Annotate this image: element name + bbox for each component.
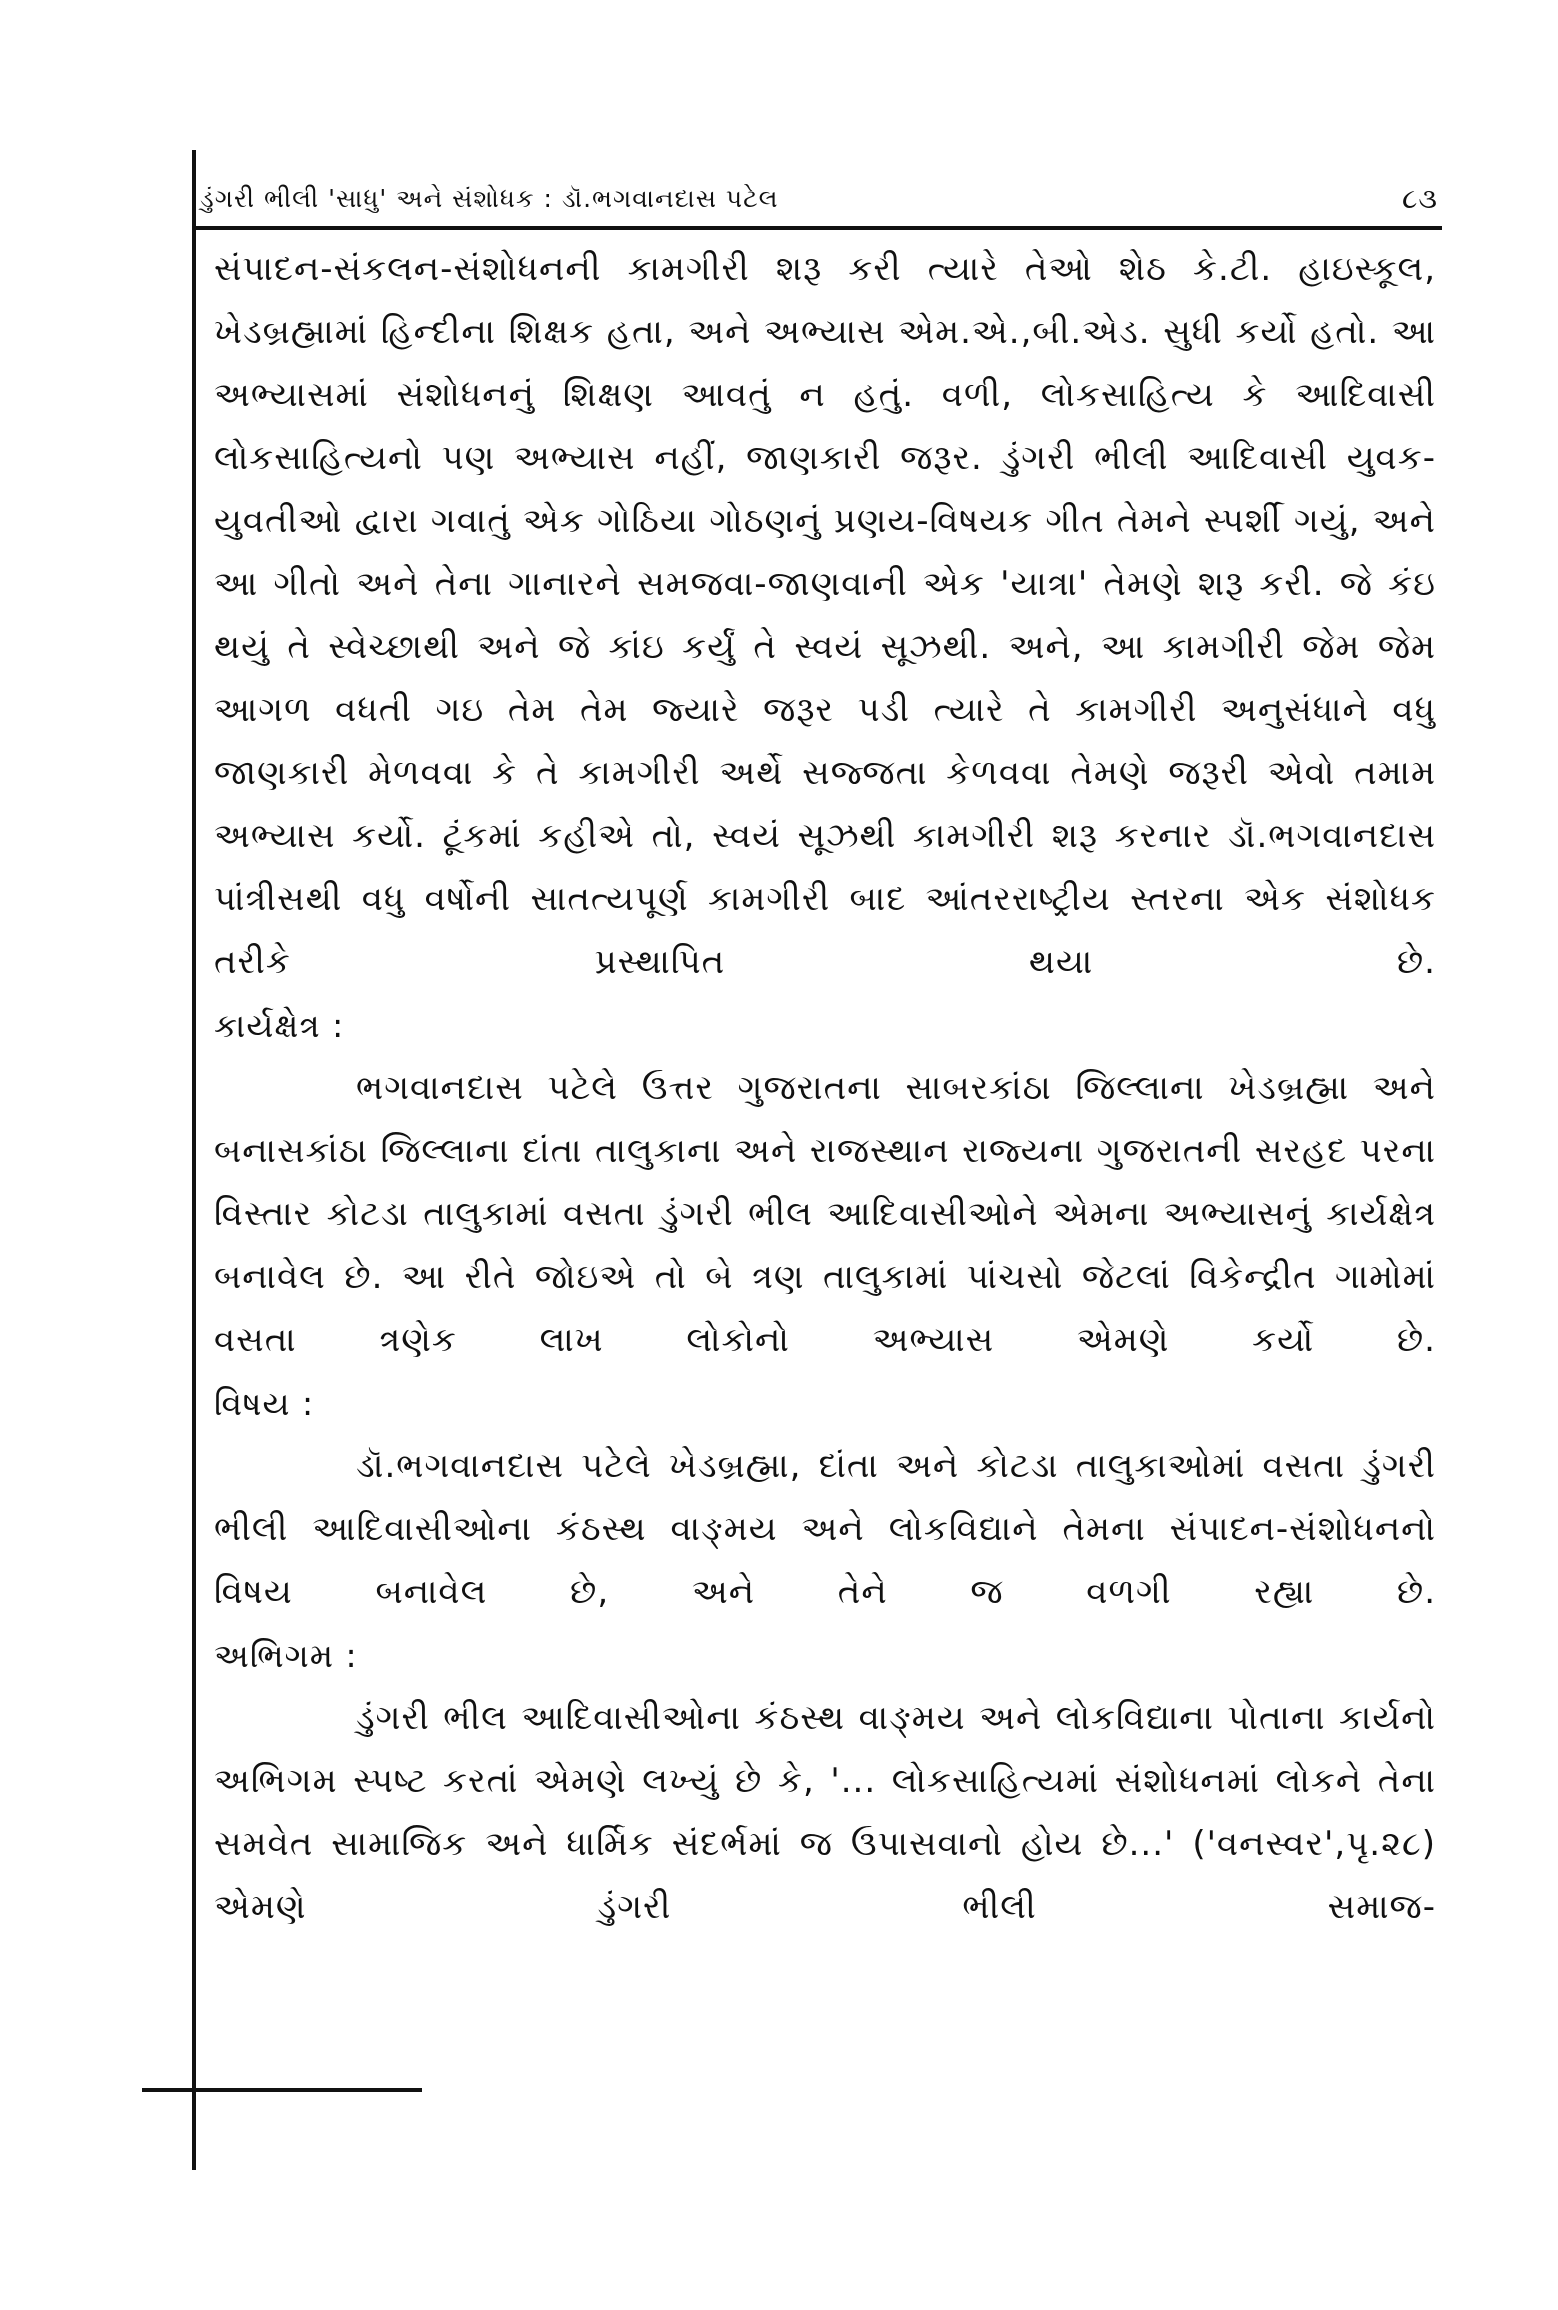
page-number: ૮૩: [1401, 182, 1438, 215]
footer-rule: [142, 2088, 422, 2092]
section-heading-vishay: વિષય :: [214, 1384, 315, 1423]
page-body: [214, 238, 1436, 1939]
section-heading-karyakshetra: કાર્યક્ષેત્ર :: [214, 1006, 345, 1045]
left-margin-rule: [192, 150, 196, 2170]
section-heading-abhigam: અભિગમ :: [214, 1636, 358, 1675]
section-text-karyakshetra: ભગવાનદાસ પટેલે ઉત્તર ગુજરાતના સાબરકાંઠા જિલ્લાના ખેડબ્રહ્મા અને બનાસકાંઠા જિલ્લાના દાંતા તાલુકાના અને રાજસ્થાન રાજ્યના ગુજરાતની સરહદ પરના વિસ્તાર કોટડા તાલુકામાં વસતા ડુંગરી ભીલ આદિવાસીઓને એમના અભ્યાસનું કાર્યક્ષેત્ર બનાવેલ છે. આ રીતે જોઇએ તો બે ત્રણ તાલુકામાં પાંચસો જેટલાં વિકેન્દ્રીત ગામોમાં વસતા ત્રણેક લાખ લોકોનો અભ્યાસ એમણે કર્યો છે.: [214, 1068, 1436, 1360]
intro-paragraph: સંપાદન-સંકલન-સંશોધનની કામગીરી શરૂ કરી ત્યારે તેઓ શેઠ કે.ટી. હાઇસ્કૂલ, ખેડબ્રહ્મામાં હિન્દીના શિક્ષક હતા, અને અભ્યાસ એમ.એ.,બી.એડ. સુધી કર્યો હતો. આ અભ્યાસમાં સંશોધનનું શિક્ષણ આવતું ન હતું. વળી, લોકસાહિત્ય કે આદિવાસી લોકસાહિત્યનો પણ અભ્યાસ નહીં, જાણકારી જરૂર. ડુંગરી ભીલી આદિવાસી યુવક-યુવતીઓ દ્વારા ગવાતું એક ગોઠિયા ગોઠણનું પ્રણય-વિષયક ગીત તેમને સ્પર્શી ગયું, અને આ ગીતો અને તેના ગાનારને સમજવા-જાણવાની એક 'યાત્રા' તેમણે શરૂ કરી. જે કંઇ થયું તે સ્વેચ્છાથી અને જે કાંઇ કર્યું તે સ્વયં સૂઝથી. અને, આ કામગીરી જેમ જેમ આગળ વધતી ગઇ તેમ તેમ જ્યારે જરૂર પડી ત્યારે તે કામગીરી અનુસંધાને વધુ જાણકારી મેળવવા કે તે કામગીરી અર્થે સજ્જતા કેળવવા તેમણે જરૂરી એવો તમામ અભ્યાસ કર્યો. ટૂંકમાં કહીએ તો, સ્વયં સૂઝથી કામગીરી શરૂ કરનાર ડૉ.ભગવાનદાસ પાંત્રીસથી વધુ વર્ષોની સાતત્યપૂર્ણ કામગીરી બાદ આંતરરાષ્ટ્રીય સ્તરના એક સંશોધક તરીકે પ્રસ્થાપિત થયા છે.: [214, 249, 1436, 982]
running-title: ડુંગરી ભીલી 'સાધુ' અને સંશોધક : ડૉ.ભગવાનદાસ પટેલ: [200, 184, 779, 213]
header-rule: [192, 226, 1442, 230]
section-text-vishay: ડૉ.ભગવાનદાસ પટેલે ખેડબ્રહ્મા, દાંતા અને કોટડા તાલુકાઓમાં વસતા ડુંગરી ભીલી આદિવાસીઓના કંઠસ્થ વાઙ્મય અને લોકવિદ્યાને તેમના સંપાદન-સંશોધનનો વિષય બનાવેલ છે, અને તેને જ વળગી રહ્યા છે.: [214, 1446, 1436, 1612]
running-header: [200, 176, 1438, 222]
section-text-abhigam: ડુંગરી ભીલ આદિવાસીઓના કંઠસ્થ વાઙ્મય અને લોકવિદ્યાના પોતાના કાર્યનો અભિગમ સ્પષ્ટ કરતાં એમણે લખ્યું છે કે, '... લોકસાહિત્યમાં સંશોધનમાં લોકને તેના સમવેત સામાજિક અને ધાર્મિક સંદર્ભમાં જ ઉપાસવાનો હોય છે...' ('વનસ્વર',પૃ.૨૮) એમણે ડુંગરી ભીલી સમાજ-: [214, 1698, 1436, 1927]
